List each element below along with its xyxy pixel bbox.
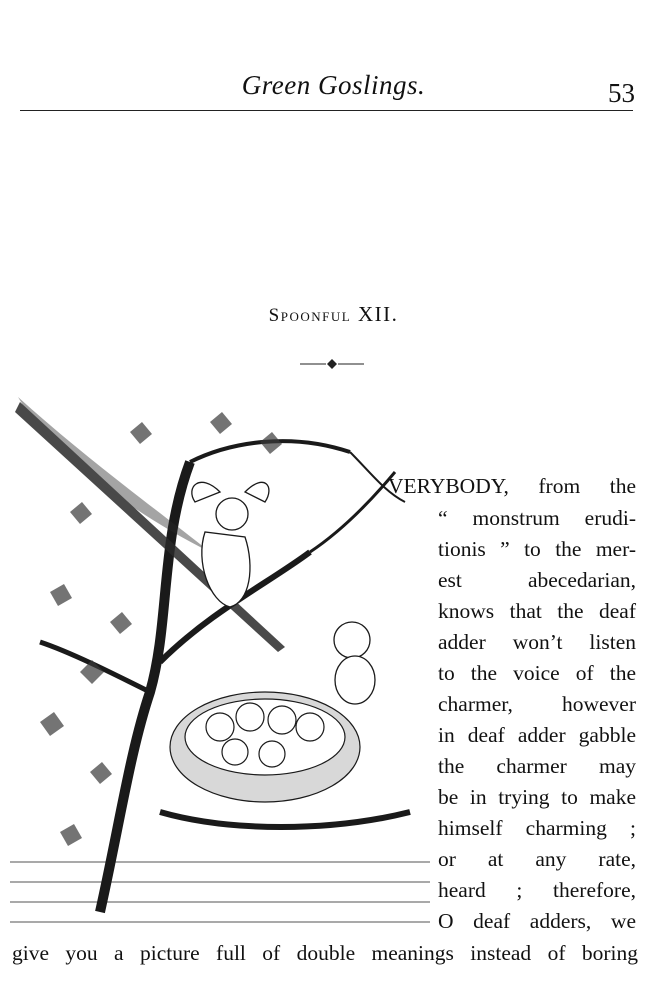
body-line: the charmer may [438, 754, 636, 778]
body-line: tionis ” to the mer- [438, 537, 636, 561]
chapter-heading [0, 302, 667, 327]
running-title: Green Goslings. [241, 70, 426, 100]
body-line: “ monstrum erudi- [438, 506, 636, 530]
body-line: O deaf adders, we [438, 909, 636, 933]
body-line: or at any rate, [438, 847, 636, 871]
page-number: 53 [608, 78, 635, 108]
engraving-illustration [10, 392, 430, 932]
body-line: adder won’t listen [438, 630, 636, 654]
body-line: give you a picture full of double meanings instead of boring [12, 941, 638, 965]
body-line: est abecedarian, [438, 568, 636, 592]
body-line: charmer, however [438, 692, 636, 716]
body-line: VERYBODY, from the [388, 474, 636, 498]
body-line: to the voice of the [438, 661, 636, 685]
body-line: heard ; therefore, [438, 878, 636, 902]
body-line: be in trying to make [438, 785, 636, 809]
body-line: himself charming ; [438, 816, 636, 840]
chapter-numeral: XII. [357, 302, 399, 326]
header-rule [20, 110, 633, 111]
chapter-label: Spoonful [268, 305, 352, 326]
diamond-ornament-icon [300, 356, 364, 372]
body-line: in deaf adder gabble [438, 723, 636, 747]
body-line: knows that the deaf [438, 599, 636, 623]
